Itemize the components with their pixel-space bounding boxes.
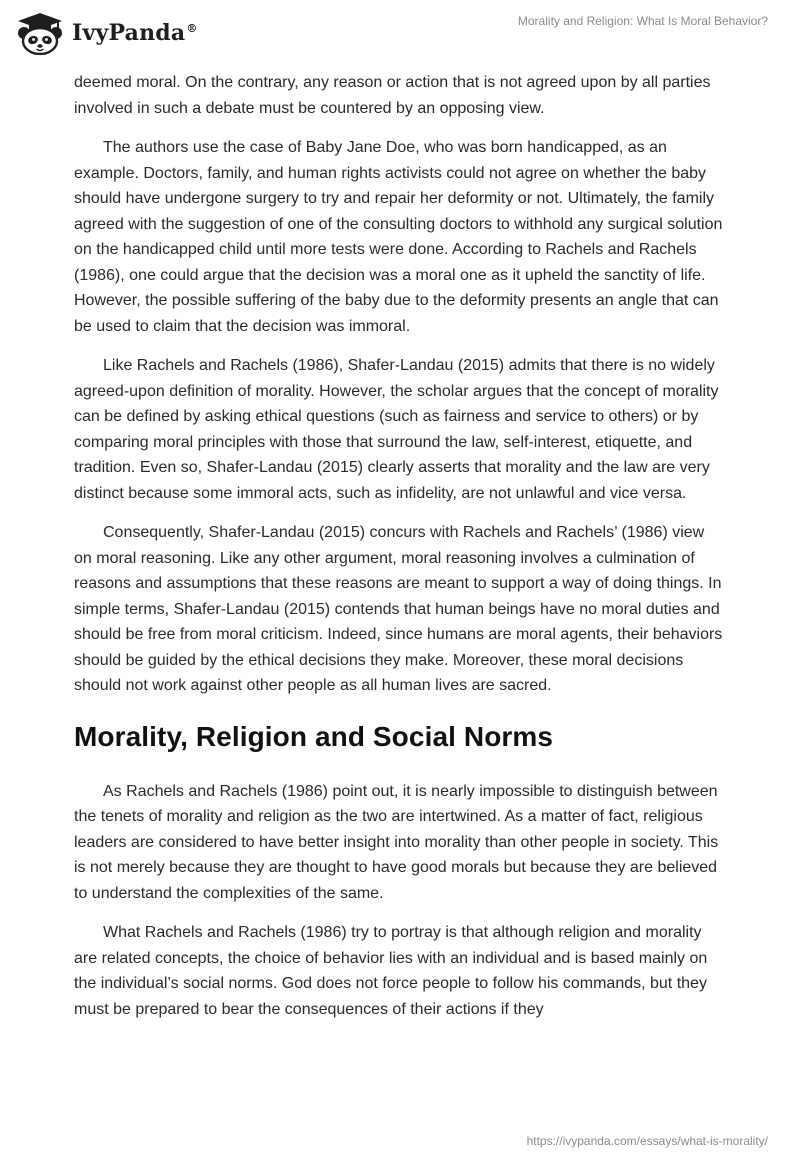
paragraph-baby-jane-doe: The authors use the case of Baby Jane Doe, who was born handicapped, as an example. Doctors, family, and human rights activists could not agree on whether the baby should have undergone surgery to try and repair her deformity or not. Ultimately, the family agreed with the suggestion of one of the consulting doctors to withhold any surgical solution on the handicapped child until more tests were done. According to Rachels and Rachels (1986), one could argue that the decision was a moral one as it upheld the sanctity of life. However, the possible suffering of the baby due to the deformity presents an angle that can be used to claim that the decision was immoral. (74, 139, 723, 335)
registered-mark: ® (186, 21, 198, 35)
ivypanda-logo[interactable] (14, 8, 198, 58)
panda-graduate-icon (14, 11, 66, 55)
paragraph-moral-reasoning: Consequently, Shafer-Landau (2015) concurs with Rachels and Rachels’ (1986) view on moral reasoning. Like any other argument, moral reasoning involves a culmination of reasons and assumptions that these reasons are meant to support a way of doing things. In simple terms, Shafer-Landau (2015) contends that human beings have no moral duties and should be free from moral criticism. Indeed, since humans are moral agents, their behaviors should be guided by the ethical decisions they make. Moreover, these moral decisions should not work against other people as all human lives are sacred. (74, 524, 723, 694)
paragraph-continued: deemed moral. On the contrary, any reason or action that is not agreed upon by all parties involved in such a debate must be countered by an opposing view. (74, 74, 711, 117)
source-url[interactable]: https://ivypanda.com/essays/what-is-morality/ (526, 1134, 768, 1148)
logo-text: IvyPanda® (72, 20, 198, 46)
essay-body (74, 70, 726, 1036)
paragraph-morality-religion: As Rachels and Rachels (1986) point out, it is nearly impossible to distinguish between the tenets of morality and religion as the two are intertwined. As a matter of fact, religious leaders are considered to have better insight into morality than other people in society. This is not merely because they are thought to have good morals but because they are believed to understand the complexities of the same. (74, 782, 719, 902)
paragraph-social-norms: What Rachels and Rachels (1986) try to portray is that although religion and morality are related concepts, the choice of behavior lies with an individual and is based mainly on the individual’s social norms. God does not force people to follow his commands, but they must be prepared to bear the consequences of their actions if they (74, 924, 708, 1018)
paragraph-shafer-landau-definition: Like Rachels and Rachels (1986), Shafer-Landau (2015) admits that there is no widely agreed-upon definition of morality. However, the scholar argues that the concept of morality can be defined by asking ethical questions (such as fairness and service to others) or by comparing moral principles with those that surround the law, self-interest, etiquette, and tradition. Even so, Shafer-Landau (2015) clearly asserts that morality and the law are very distinct because some immoral acts, such as infidelity, are not unlawful and vice versa. (74, 357, 719, 502)
document-title: Morality and Religion: What Is Moral Behavior? (517, 14, 768, 28)
page-header (0, 0, 800, 70)
section-heading: Morality, Religion and Social Norms (74, 720, 554, 752)
